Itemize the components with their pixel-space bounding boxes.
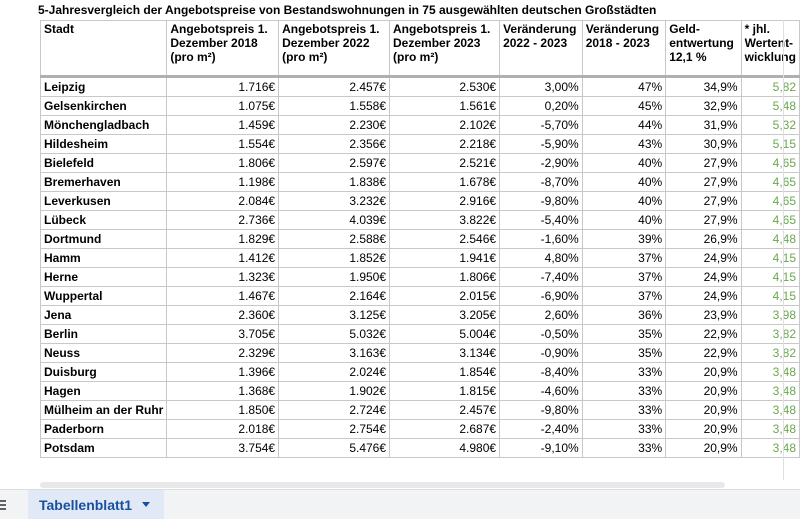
value-cell[interactable]: 1.806€ [167,154,279,173]
value-cell[interactable]: 2,60% [500,306,583,325]
value-cell[interactable]: 24,9% [666,268,741,287]
value-cell[interactable]: 4,65 [741,192,799,211]
value-cell[interactable]: 3,48 [741,420,799,439]
value-cell[interactable]: 44% [582,116,666,135]
table-row [41,439,800,458]
value-cell[interactable]: 3.754€ [167,439,279,458]
value-cell[interactable]: -4,60% [500,382,583,401]
value-cell[interactable]: 2.084€ [167,192,279,211]
city-cell[interactable]: Mönchengladbach [41,116,167,135]
city-cell[interactable]: Hamm [41,249,167,268]
value-cell[interactable]: 30,9% [666,135,741,154]
value-cell[interactable]: 1.678€ [390,173,500,192]
all-sheets-menu-icon[interactable] [0,500,6,510]
value-cell[interactable]: 2.588€ [279,230,390,249]
value-cell[interactable]: 1.075€ [167,97,279,116]
value-cell[interactable]: 36% [582,306,666,325]
value-cell[interactable]: 1.561€ [390,97,500,116]
value-cell[interactable]: 27,9% [666,211,741,230]
value-cell[interactable]: 2.356€ [279,135,390,154]
value-cell[interactable]: 1.806€ [390,268,500,287]
value-cell[interactable]: 1.829€ [167,230,279,249]
value-cell[interactable]: 3.205€ [390,306,500,325]
value-cell[interactable]: -0,50% [500,325,583,344]
city-cell[interactable]: Dortmund [41,230,167,249]
value-cell[interactable]: -6,90% [500,287,583,306]
value-cell[interactable]: 4,48 [741,230,799,249]
sheet-tab-tabellenblatt1[interactable] [28,490,164,519]
value-cell[interactable]: 45% [582,97,666,116]
value-cell[interactable]: 2.018€ [167,420,279,439]
value-cell[interactable]: 31,9% [666,116,741,135]
value-cell[interactable]: 33% [582,439,666,458]
value-cell[interactable]: 2.457€ [390,401,500,420]
value-cell[interactable]: -9,80% [500,192,583,211]
value-cell[interactable]: 33% [582,382,666,401]
value-cell[interactable]: 40% [582,154,666,173]
value-cell[interactable]: 5.032€ [279,325,390,344]
value-cell[interactable]: 3,48 [741,401,799,420]
value-cell[interactable]: -2,40% [500,420,583,439]
city-cell[interactable]: Leipzig [41,77,167,97]
value-cell[interactable]: 3,82 [741,325,799,344]
value-cell[interactable]: 4,15 [741,249,799,268]
city-cell[interactable]: Potsdam [41,439,167,458]
value-cell[interactable]: 3.163€ [279,344,390,363]
value-cell[interactable]: 37% [582,249,666,268]
value-cell[interactable]: 1.815€ [390,382,500,401]
value-cell[interactable]: 2.754€ [279,420,390,439]
table-row [41,344,800,363]
value-cell[interactable]: 1.323€ [167,268,279,287]
value-cell[interactable]: 2.597€ [279,154,390,173]
value-cell[interactable]: 3,48 [741,439,799,458]
value-cell[interactable]: 2.530€ [390,77,500,97]
table-row [41,230,800,249]
value-cell[interactable]: 39% [582,230,666,249]
table-row [41,173,800,192]
value-cell[interactable]: 20,9% [666,439,741,458]
value-cell[interactable]: -8,40% [500,363,583,382]
spreadsheet-grid[interactable] [40,20,800,458]
value-cell[interactable]: 2.024€ [279,363,390,382]
value-cell[interactable]: 3,48 [741,382,799,401]
value-cell[interactable]: 23,9% [666,306,741,325]
value-cell[interactable]: 3,82 [741,344,799,363]
value-cell[interactable]: 40% [582,173,666,192]
value-cell[interactable]: 1.467€ [167,287,279,306]
table-row [41,382,800,401]
value-cell[interactable]: 4,65 [741,173,799,192]
value-cell[interactable]: 20,9% [666,401,741,420]
value-cell[interactable]: 20,9% [666,382,741,401]
value-cell[interactable]: 24,9% [666,249,741,268]
table-row [41,135,800,154]
value-cell[interactable]: 2.230€ [279,116,390,135]
sheet-tab-bar [0,489,800,519]
city-cell[interactable]: Lübeck [41,211,167,230]
value-cell[interactable]: 2.329€ [167,344,279,363]
value-cell[interactable]: -5,40% [500,211,583,230]
city-cell[interactable]: Mülheim an der Ruhr [41,401,167,420]
value-cell[interactable]: 2.546€ [390,230,500,249]
value-cell[interactable]: 5.476€ [279,439,390,458]
table-row [41,306,800,325]
table-row [41,192,800,211]
value-cell[interactable]: 1.558€ [279,97,390,116]
value-cell[interactable]: 35% [582,344,666,363]
value-cell[interactable]: 2.724€ [279,401,390,420]
city-cell[interactable]: Hildesheim [41,135,167,154]
value-cell[interactable]: 2.164€ [279,287,390,306]
header-row [41,21,800,77]
value-cell[interactable]: 1.459€ [167,116,279,135]
city-cell[interactable]: Bielefeld [41,154,167,173]
value-cell[interactable]: 1.554€ [167,135,279,154]
table-row [41,268,800,287]
table-row [41,116,800,135]
sheet-title: 5-Jahresvergleich der Angebotspreise von Bestandswohnungen in 75 ausgewählten deutschen Großstädten [38,3,657,17]
value-cell[interactable]: -7,40% [500,268,583,287]
value-cell[interactable]: 3,00% [500,77,583,97]
value-cell[interactable]: 5,48 [741,97,799,116]
value-cell[interactable]: 27,9% [666,192,741,211]
value-cell[interactable]: 5.004€ [390,325,500,344]
value-cell[interactable]: 2.736€ [167,211,279,230]
value-cell[interactable]: -2,90% [500,154,583,173]
value-cell[interactable]: -9,10% [500,439,583,458]
value-cell[interactable]: 4,80% [500,249,583,268]
horizontal-scrollbar[interactable] [40,482,725,488]
value-cell[interactable]: 37% [582,287,666,306]
value-cell[interactable]: -1,60% [500,230,583,249]
city-cell[interactable]: Leverkusen [41,192,167,211]
table-row [41,249,800,268]
value-cell[interactable]: 3.134€ [390,344,500,363]
value-cell[interactable]: 5,32 [741,116,799,135]
value-cell[interactable]: 1.198€ [167,173,279,192]
value-cell[interactable]: 1.396€ [167,363,279,382]
value-cell[interactable]: 3.822€ [390,211,500,230]
value-cell[interactable]: -0,90% [500,344,583,363]
value-cell[interactable]: 20,9% [666,363,741,382]
city-cell[interactable]: Bremerhaven [41,173,167,192]
value-cell[interactable]: 4,15 [741,268,799,287]
value-cell[interactable]: 1.850€ [167,401,279,420]
value-cell[interactable]: -5,90% [500,135,583,154]
value-cell[interactable]: 0,20% [500,97,583,116]
value-cell[interactable]: 1.838€ [279,173,390,192]
value-cell[interactable]: 1.950€ [279,268,390,287]
column-header[interactable]: Angebotspreis 1. Dezember 2018 (pro m²) [167,21,279,77]
value-cell[interactable]: 4,65 [741,211,799,230]
value-cell[interactable]: -9,80% [500,401,583,420]
table-row [41,97,800,116]
value-cell[interactable]: 4,65 [741,154,799,173]
column-header[interactable]: Veränderung 2022 - 2023 [500,21,583,77]
value-cell[interactable]: 20,9% [666,420,741,439]
value-cell[interactable]: 1.368€ [167,382,279,401]
value-cell[interactable]: 3,48 [741,363,799,382]
grid-body [41,77,800,458]
value-cell[interactable]: 26,9% [666,230,741,249]
city-cell[interactable]: Berlin [41,325,167,344]
sheet-tab-label: Tabellenblatt1 [39,496,133,513]
value-cell[interactable]: -5,70% [500,116,583,135]
value-cell[interactable]: -8,70% [500,173,583,192]
value-cell[interactable]: 1.852€ [279,249,390,268]
city-cell[interactable]: Paderborn [41,420,167,439]
value-cell[interactable]: 40% [582,211,666,230]
value-cell[interactable]: 37% [582,268,666,287]
value-cell[interactable]: 1.412€ [167,249,279,268]
value-cell[interactable]: 5,82 [741,77,799,97]
value-cell[interactable]: 24,9% [666,287,741,306]
value-cell[interactable]: 2.360€ [167,306,279,325]
value-cell[interactable]: 33% [582,401,666,420]
value-cell[interactable]: 27,9% [666,173,741,192]
table-row [41,287,800,306]
value-cell[interactable]: 43% [582,135,666,154]
value-cell[interactable]: 35% [582,325,666,344]
column-header[interactable]: * jhl. Wertent-wicklung [741,21,799,77]
column-header[interactable]: Veränderung 2018 - 2023 [582,21,666,77]
value-cell[interactable]: 1.716€ [167,77,279,97]
value-cell[interactable]: 5,15 [741,135,799,154]
value-cell[interactable]: 2.218€ [390,135,500,154]
value-cell[interactable]: 4.039€ [279,211,390,230]
city-cell[interactable]: Jena [41,306,167,325]
value-cell[interactable]: 22,9% [666,325,741,344]
chevron-down-icon[interactable] [142,502,150,507]
table-row [41,77,800,97]
table-row [41,401,800,420]
value-cell[interactable]: 27,9% [666,154,741,173]
value-cell[interactable]: 1.902€ [279,382,390,401]
table-row [41,211,800,230]
value-cell[interactable]: 32,9% [666,97,741,116]
value-cell[interactable]: 2.015€ [390,287,500,306]
empty-column[interactable] [783,20,800,480]
table-row [41,154,800,173]
value-cell[interactable]: 40% [582,192,666,211]
column-header[interactable]: Geld-entwertung 12,1 % [666,21,741,77]
table-row [41,363,800,382]
city-cell[interactable]: Duisburg [41,363,167,382]
city-cell[interactable]: Neuss [41,344,167,363]
value-cell[interactable]: 3.125€ [279,306,390,325]
value-cell[interactable]: 1.854€ [390,363,500,382]
value-cell[interactable]: 3.232€ [279,192,390,211]
value-cell[interactable]: 2.102€ [390,116,500,135]
value-cell[interactable]: 4.980€ [390,439,500,458]
city-cell[interactable]: Herne [41,268,167,287]
value-cell[interactable]: 2.521€ [390,154,500,173]
city-cell[interactable]: Hagen [41,382,167,401]
row-header-gutter [0,20,40,480]
value-cell[interactable]: 2.916€ [390,192,500,211]
value-cell[interactable]: 2.687€ [390,420,500,439]
value-cell[interactable]: 22,9% [666,344,741,363]
value-cell[interactable]: 47% [582,77,666,97]
table-row [41,325,800,344]
city-cell[interactable]: Gelsenkirchen [41,97,167,116]
column-header[interactable]: Stadt [41,21,167,77]
value-cell[interactable]: 3,98 [741,306,799,325]
table-row [41,420,800,439]
value-cell[interactable]: 34,9% [666,77,741,97]
value-cell[interactable]: 2.457€ [279,77,390,97]
column-header[interactable]: Angebotspreis 1. Dezember 2023 (pro m²) [390,21,500,77]
value-cell[interactable]: 3.705€ [167,325,279,344]
city-cell[interactable]: Wuppertal [41,287,167,306]
column-header[interactable]: Angebotspreis 1. Dezember 2022 (pro m²) [279,21,390,77]
value-cell[interactable]: 1.941€ [390,249,500,268]
value-cell[interactable]: 4,15 [741,287,799,306]
value-cell[interactable]: 33% [582,420,666,439]
value-cell[interactable]: 33% [582,363,666,382]
